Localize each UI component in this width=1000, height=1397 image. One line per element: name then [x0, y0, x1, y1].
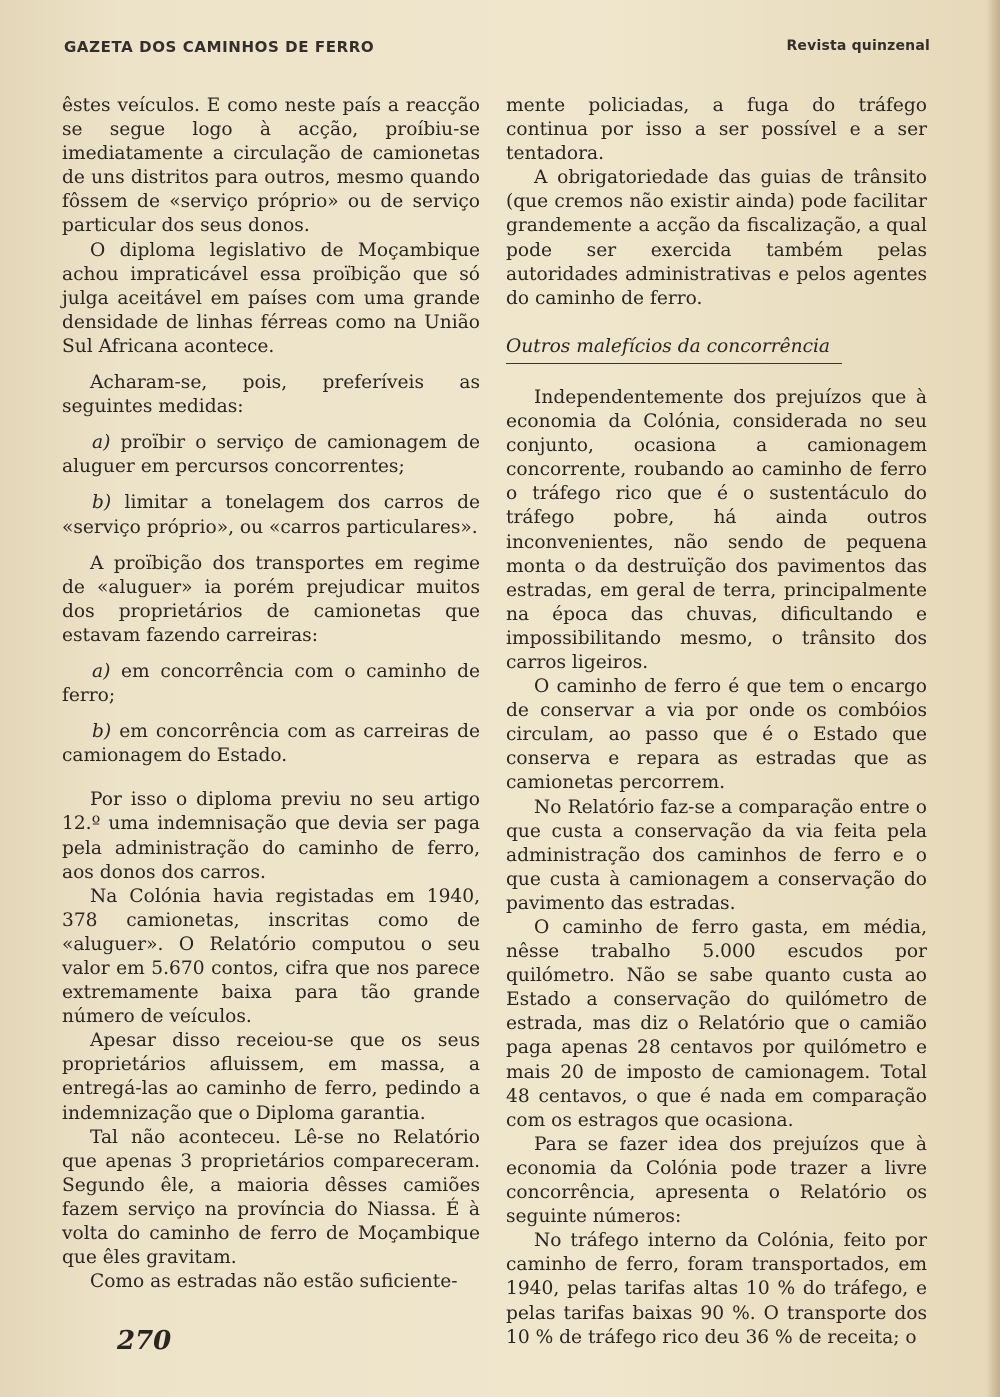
paragraph: O caminho de ferro é que tem o encargo de conservar a via por onde os combóios circulam, ao passo que é o Estado que conserva e repara as estradas que as camionetas percorrem. — [506, 676, 927, 794]
list-item-text: em concorrência com as carreiras de camionagem do Estado. — [62, 721, 480, 767]
header-subtitle: Revista quinzenal — [786, 38, 930, 54]
running-header — [64, 38, 930, 62]
paragraph: Por isso o diploma previu no seu artigo 12.º uma indemnisação que devia ser paga pela administração do caminho de ferro, aos donos dos carros. — [62, 789, 480, 883]
paragraph: mente policiadas, a fuga do tráfego continua por isso a ser possível e a ser tentadora. — [506, 95, 927, 165]
page-spine-shadow — [986, 0, 1000, 1397]
list-item-text: proïbir o serviço de camionagem de aluguer em percursos concorrentes; — [62, 432, 480, 478]
list-item — [62, 720, 480, 768]
right-column — [506, 94, 927, 1350]
paragraph: Acharam-se, pois, preferíveis as seguintes medidas: — [62, 372, 480, 418]
left-column — [62, 94, 480, 1294]
section-heading: Outros malefícios da concorrência — [506, 335, 842, 364]
list-item — [62, 491, 480, 539]
paragraph: Independentemente dos prejuízos que à economia da Colónia, considerada no seu conjunto, ocasiona a camionagem concorrente, roubando ao caminho de ferro o tráfego rico que é o sustentáculo do tráfego pobre, há ainda outros inconvenientes, não sendo de pequena monta o da destruïção dos pavimentos das estradas, em geral de terra, principalmente na época das chuvas, dificultando e impossibilitando mesmo, o trânsito dos carros ligeiros. — [506, 386, 927, 673]
list-item-text: em concorrência com o caminho de ferro; — [62, 660, 480, 707]
paragraph: Como as estradas não estão suficiente- — [90, 1271, 458, 1293]
paragraph: No tráfego interno da Colónia, feito por caminho de ferro, foram transportados, em 1940, pelas tarifas altas 10 % do tráfego, e pelas tarifas baixas 90 %. O transporte dos 10 % de tráfego rico deu 36 % de receita; o — [506, 1230, 927, 1348]
list-item-label: b) — [92, 492, 112, 514]
paragraph: O diploma legislativo de Moçambique achou impraticável essa proïbição que só julga aceitável em países com uma grande densidade de linhas férreas como na União Sul Africana acontece. — [62, 239, 480, 357]
paragraph: A obrigatoriedade das guias de trânsito (que cremos não existir ainda) pode facilitar grandemente a acção da fiscalização, a qual pode ser exercida também pelas autoridades administrativas e pelos agentes do caminho de ferro. — [506, 167, 927, 309]
paragraph: Para se fazer idea dos prejuízos que à economia da Colónia pode trazer a livre concorrência, apresenta o Relatório os seguinte números: — [506, 1133, 927, 1228]
paragraph: êstes veículos. E como neste país a reacção se segue logo à acção, proíbiu-se imediatamente a circulação de camionetas de uns distritos para outros, mesmo quando fôssem de «serviço próprio» ou de serviço particular dos seus donos. — [62, 95, 480, 237]
list-item-label: a) — [92, 660, 111, 682]
paragraph: Tal não aconteceu. Lê-se no Relatório que apenas 3 proprietários compareceram. Segundo êle, a maioria dêsses camiões fazem serviço na província do Niassa. É à volta do caminho de ferro de Moçambique que êles gravitam. — [62, 1126, 480, 1269]
list-item-label: a) — [92, 432, 111, 454]
paragraph: O caminho de ferro gasta, em média, nêsse trabalho 5.000 escudos por quilómetro. Não se sabe quanto custa ao Estado a conservação do quilómetro de estrada, mas diz o Relatório que o camião paga apenas 28 centavos por quilómetro e mais 20 de imposto de camionagem. Total 48 centavos, o que é nada em comparação com os estragos que ocasiona. — [506, 917, 927, 1131]
paragraph: A proïbição dos transportes em regime de «aluguer» ia porém prejudicar muitos dos proprietários de camionetas que estavam fazendo carreiras: — [62, 552, 480, 646]
page-number: 270 — [117, 1326, 172, 1356]
paragraph: Apesar disso receiou-se que os seus proprietários afluissem, em massa, a entregá-las ao caminho de ferro, pedindo a indemnização que o Diploma garantia. — [62, 1030, 480, 1124]
list-item-label: b) — [92, 721, 112, 743]
list-item — [62, 431, 480, 479]
list-item-text: limitar a tonelagem dos carros de «serviço próprio», ou «carros particulares». — [62, 492, 480, 538]
paragraph: No Relatório faz-se a comparação entre o que custa a conservação da via feita pela administração dos caminhos de ferro e o que custa à camionagem a conservação do pavimento das estradas. — [506, 796, 927, 914]
paragraph: Na Colónia havia registadas em 1940, 378 camionetas, inscritas como de «aluguer». O Relatório computou o seu valor em 5.670 contos, cifra que nos parece extremamente baixa para tão grande número de veículos. — [62, 885, 480, 1028]
list-item — [62, 660, 480, 708]
header-journal-title: GAZETA DOS CAMINHOS DE FERRO — [64, 38, 375, 56]
